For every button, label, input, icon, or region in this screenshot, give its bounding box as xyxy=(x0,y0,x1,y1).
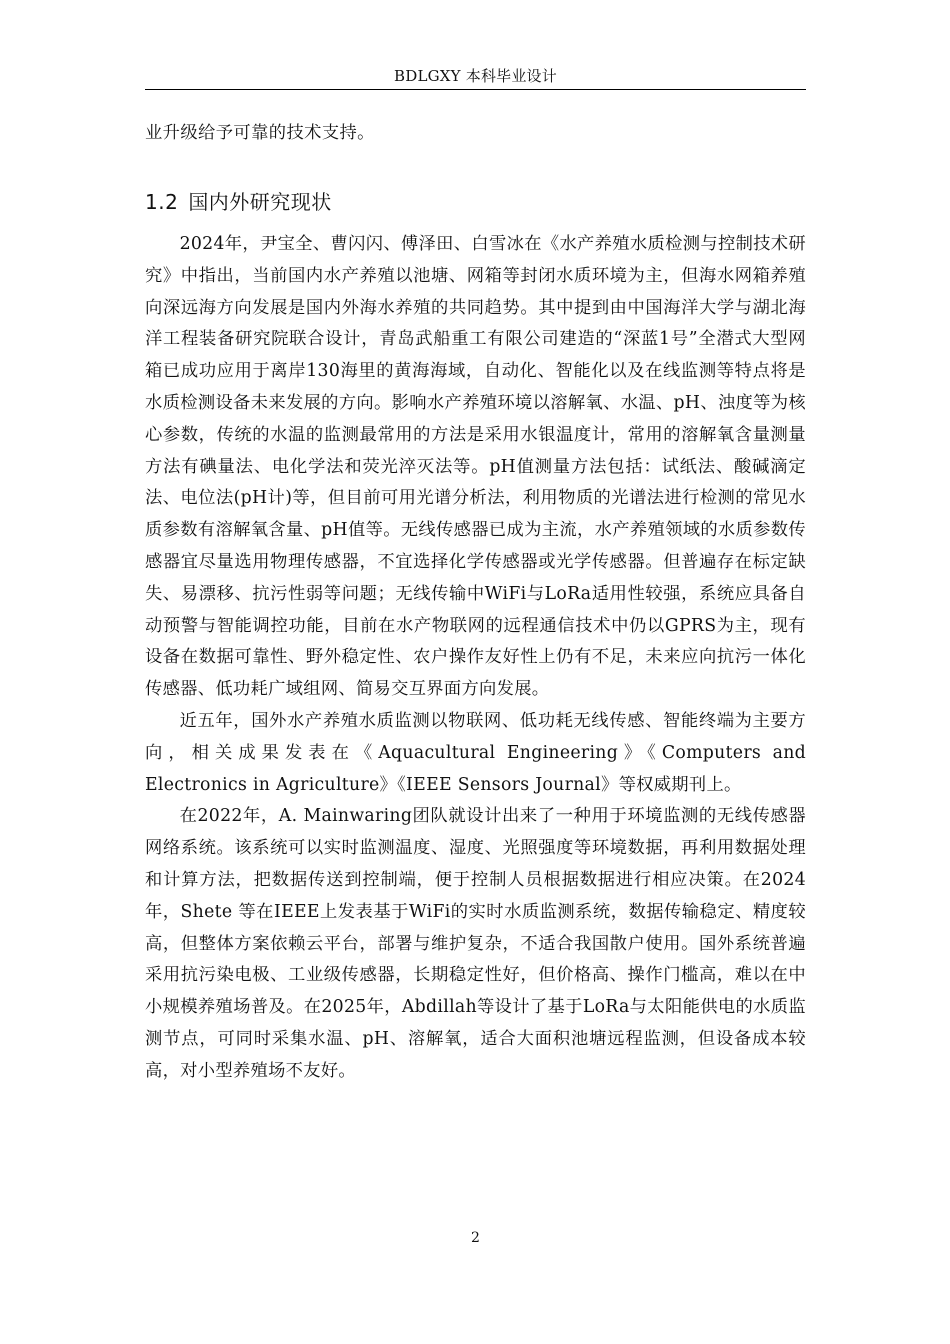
paragraph-foreign-systems: 在2022年，A. Mainwaring团队就设计出来了一种用于环境监测的无线传感器网络系统。该系统可以实时监测温度、湿度、光照强度等环境数据，再利用数据处理和计算方法，把数据传送到控制端，便于控制人员根据数据进行相应决策。在2024年，Shete 等在IEEE上发表基于WiFi的实时水质监测系统，数据传输稳定、精度较高，但整体方案依赖云平台，部署与维护复杂，不适合我国散户使用。国外系统普遍采用抗污染电极、工业级传感器，长期稳定性好，但价格高、操作门槛高，难以在中小规模养殖场普及。在2025年，Abdillah等设计了基于LoRa与太阳能供电的水质监测节点，可同时采集水温、pH、溶解氧，适合大面积池塘远程监测，但设备成本较高，对小型养殖场不友好。 xyxy=(145,806,806,1081)
carryover-text: 业升级给予可靠的技术支持。 xyxy=(145,123,375,143)
section-heading xyxy=(145,187,332,217)
page-number: 2 xyxy=(471,1230,480,1246)
section-number: 1.2 xyxy=(145,190,179,214)
paragraph-domestic-research: 2024年，尹宝全、曹闪闪、傅泽田、白雪冰在《水产养殖水质检测与控制技术研究》中指出，当前国内水产养殖以池塘、网箱等封闭水质环境为主，但海水网箱养殖向深远海方向发展是国内外海水养殖的共同趋势。其中提到由中国海洋大学与湖北海洋工程装备研究院联合设计，青岛武船重工有限公司建造的“深蓝1号”全潜式大型网箱已成功应用于离岸130海里的黄海海域，自动化、智能化以及在线监测等特点将是水质检测设备未来发展的方向。影响水产养殖环境以溶解氧、水温、pH、浊度等为核心参数，传统的水温的监测最常用的方法是采用水银温度计，常用的溶解氧含量测量方法有碘量法、电化学法和荧光淬灭法等。pH值测量方法包括：试纸法、酸碱滴定法、电位法(pH计)等，但目前可用光谱分析法，利用物质的光谱法进行检测的常见水质参数有溶解氧含量、pH值等。无线传感器已成为主流，水产养殖领域的水质参数传感器宜尽量选用物理传感器，不宜选择化学传感器或光学传感器。但普遍存在标定缺失、易漂移、抗污性弱等问题；无线传输中WiFi与LoRa适用性较强，系统应具备自动预警与智能调控功能，目前在水产物联网的远程通信技术中仍以GPRS为主，现有设备在数据可靠性、野外稳定性、农户操作友好性上仍有不足，未来应向抗污一体化传感器、低功耗广域组网、简易交互界面方向发展。 xyxy=(145,234,806,700)
carryover-paragraph xyxy=(145,118,806,150)
section-body xyxy=(145,229,806,1088)
page-header: BDLGXY 本科毕业设计 xyxy=(394,67,557,85)
section-title: 国内外研究现状 xyxy=(188,190,332,214)
header-divider xyxy=(145,89,806,90)
paragraph-foreign-overview: 近五年，国外水产养殖水质监测以物联网、低功耗无线传感、智能终端为主要方向，相关成果发表在《Aquacultural Engineering》《Computers and Electronics in Agriculture》《IEEE Sensors Journal》等权威期刊上。 xyxy=(145,710,806,795)
